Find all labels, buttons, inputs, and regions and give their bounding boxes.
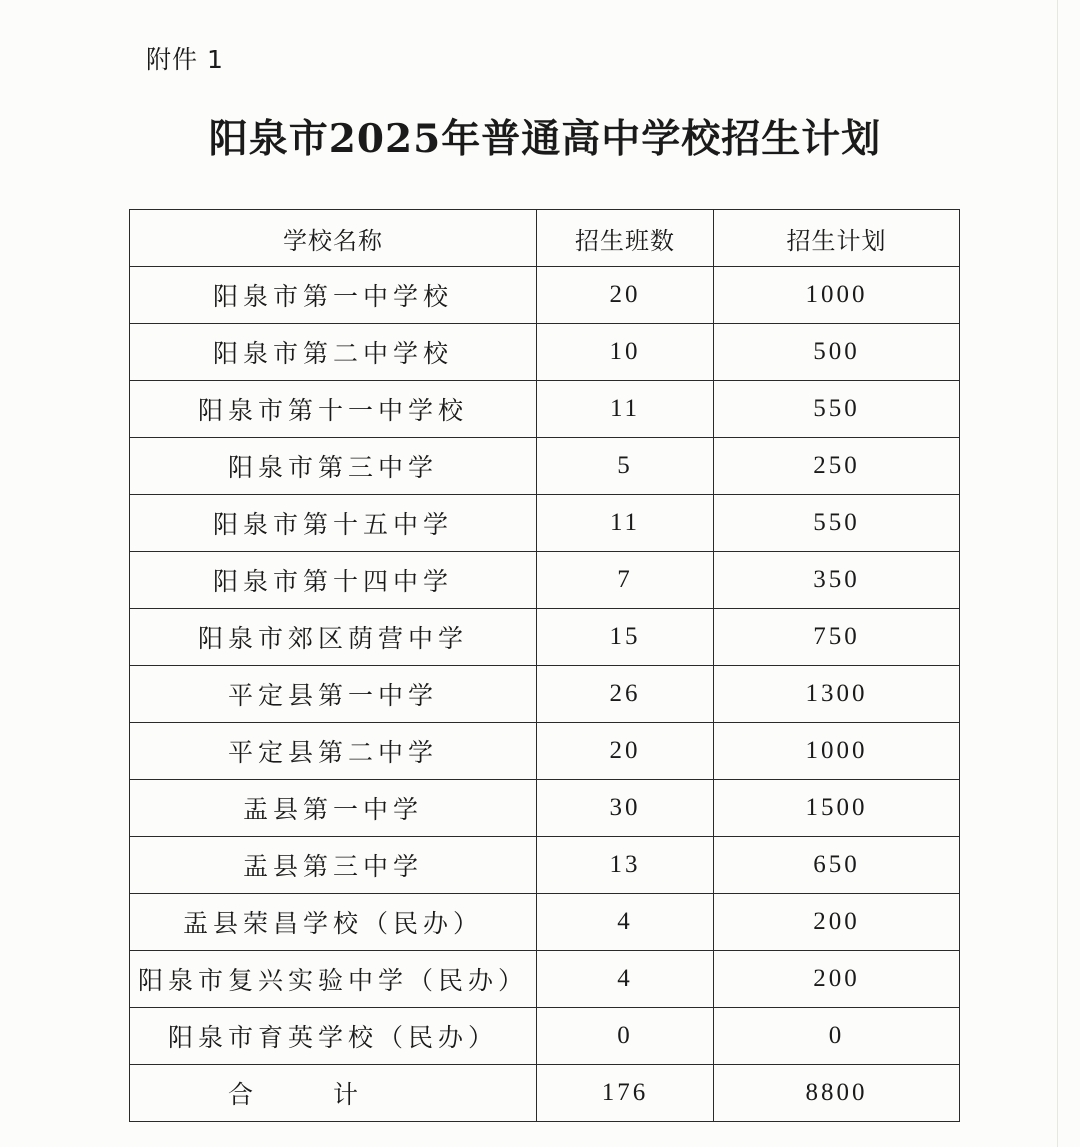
school-name-cell: 阳泉市第一中学校 [130, 267, 537, 324]
plan-cell: 200 [714, 894, 960, 951]
page-title: 阳泉市2025年普通高中学校招生计划 [208, 116, 882, 162]
plan-cell: 650 [714, 837, 960, 894]
school-name-cell: 平定县第二中学 [130, 723, 537, 780]
class-count-cell: 30 [537, 780, 714, 837]
school-name-cell: 盂县荣昌学校（民办） [130, 894, 537, 951]
school-name-cell: 阳泉市郊区荫营中学 [130, 609, 537, 666]
school-name-cell: 阳泉市第十五中学 [130, 495, 537, 552]
class-count-cell: 5 [537, 438, 714, 495]
plan-cell: 550 [714, 381, 960, 438]
plan-cell: 750 [714, 609, 960, 666]
plan-cell: 1300 [714, 666, 960, 723]
table-row [130, 951, 960, 1008]
table-row [130, 495, 960, 552]
attachment-label: 附件 1 [146, 45, 224, 74]
table-row [130, 609, 960, 666]
plan-cell: 1000 [714, 267, 960, 324]
school-name-cell: 盂县第一中学 [130, 780, 537, 837]
class-count-cell: 7 [537, 552, 714, 609]
table-row [130, 837, 960, 894]
plan-cell: 1500 [714, 780, 960, 837]
enrollment-plan-table [129, 209, 960, 1122]
table-row [130, 552, 960, 609]
class-count-cell: 4 [537, 951, 714, 1008]
class-count-cell: 13 [537, 837, 714, 894]
table-header-row [130, 210, 960, 267]
header-enrollment-plan: 招生计划 [714, 210, 960, 267]
class-count-cell: 11 [537, 381, 714, 438]
plan-cell: 1000 [714, 723, 960, 780]
header-class-count: 招生班数 [537, 210, 714, 267]
total-row [130, 1065, 960, 1122]
table-row [130, 324, 960, 381]
school-name-cell: 平定县第一中学 [130, 666, 537, 723]
total-class-count-cell: 176 [537, 1065, 714, 1122]
class-count-cell: 10 [537, 324, 714, 381]
plan-cell: 550 [714, 495, 960, 552]
school-name-cell: 阳泉市第三中学 [130, 438, 537, 495]
school-name-cell: 盂县第三中学 [130, 837, 537, 894]
header-school-name: 学校名称 [130, 210, 537, 267]
table-row [130, 1008, 960, 1065]
school-name-cell: 阳泉市育英学校（民办） [130, 1008, 537, 1065]
class-count-cell: 0 [537, 1008, 714, 1065]
plan-cell: 250 [714, 438, 960, 495]
plan-cell: 500 [714, 324, 960, 381]
plan-cell: 350 [714, 552, 960, 609]
page-edge-divider [1057, 0, 1058, 1147]
class-count-cell: 15 [537, 609, 714, 666]
class-count-cell: 26 [537, 666, 714, 723]
class-count-cell: 20 [537, 723, 714, 780]
class-count-cell: 20 [537, 267, 714, 324]
total-plan-cell: 8800 [714, 1065, 960, 1122]
school-name-cell: 阳泉市第十四中学 [130, 552, 537, 609]
school-name-cell: 阳泉市复兴实验中学（民办） [130, 951, 537, 1008]
plan-cell: 0 [714, 1008, 960, 1065]
class-count-cell: 4 [537, 894, 714, 951]
table-row [130, 723, 960, 780]
school-name-cell: 阳泉市第二中学校 [130, 324, 537, 381]
table-row [130, 666, 960, 723]
class-count-cell: 11 [537, 495, 714, 552]
school-name-cell: 阳泉市第十一中学校 [130, 381, 537, 438]
plan-cell: 200 [714, 951, 960, 1008]
table-row [130, 780, 960, 837]
table-row [130, 438, 960, 495]
total-label-cell: 合计 [130, 1065, 537, 1122]
table-row [130, 894, 960, 951]
table-row [130, 267, 960, 324]
table-row [130, 381, 960, 438]
